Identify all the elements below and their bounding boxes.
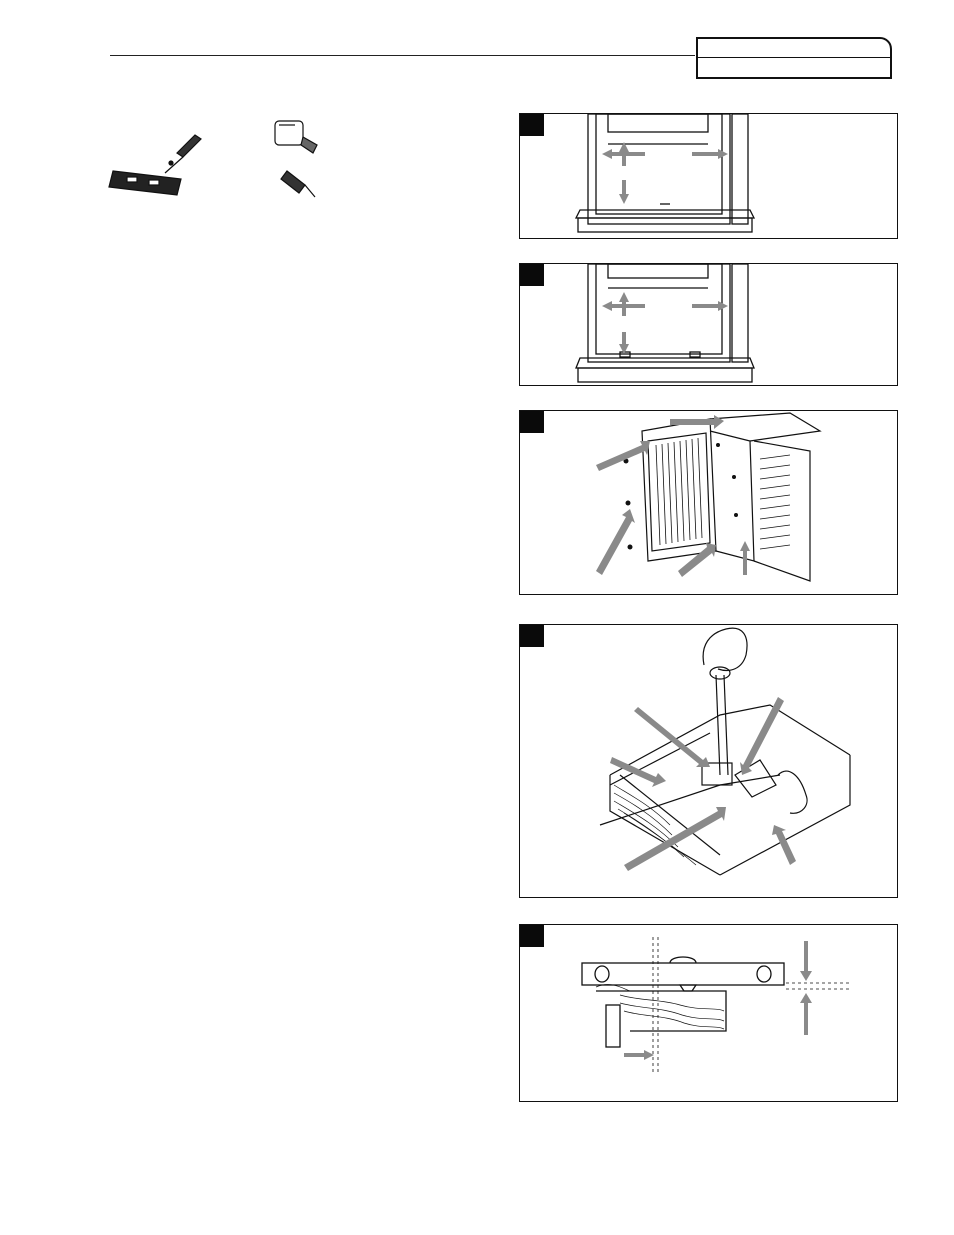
tape-measure-icon bbox=[275, 121, 317, 153]
figure-3-drawing bbox=[520, 411, 898, 595]
figure-4-number bbox=[520, 625, 544, 647]
figure-5-number bbox=[520, 925, 544, 947]
figure-2-drawing bbox=[520, 264, 898, 386]
figure-5-drawing bbox=[520, 925, 898, 1102]
figure-1-arrows bbox=[602, 142, 728, 204]
tools-illustration bbox=[105, 115, 335, 210]
drill-bit-icon bbox=[281, 171, 315, 197]
level-icon bbox=[109, 171, 181, 195]
figure-4 bbox=[519, 624, 898, 898]
screwdriver-icon bbox=[165, 135, 201, 173]
figure-2-arrows bbox=[602, 292, 728, 354]
figure-3 bbox=[519, 410, 898, 595]
figure-3-grille bbox=[656, 438, 790, 549]
figure-5 bbox=[519, 924, 898, 1102]
figure-1-drawing bbox=[520, 114, 898, 239]
figure-2 bbox=[519, 263, 898, 386]
figure-1 bbox=[519, 113, 898, 239]
figure-4-arrows bbox=[610, 697, 796, 871]
figure-2-number bbox=[520, 264, 544, 286]
figure-3-arrows bbox=[596, 415, 750, 577]
header-rule bbox=[110, 55, 695, 56]
figure-4-drawing bbox=[520, 625, 898, 898]
section-tab bbox=[696, 37, 892, 79]
figure-1-number bbox=[520, 114, 544, 136]
figure-3-number bbox=[520, 411, 544, 433]
section-tab-divider bbox=[698, 57, 890, 58]
